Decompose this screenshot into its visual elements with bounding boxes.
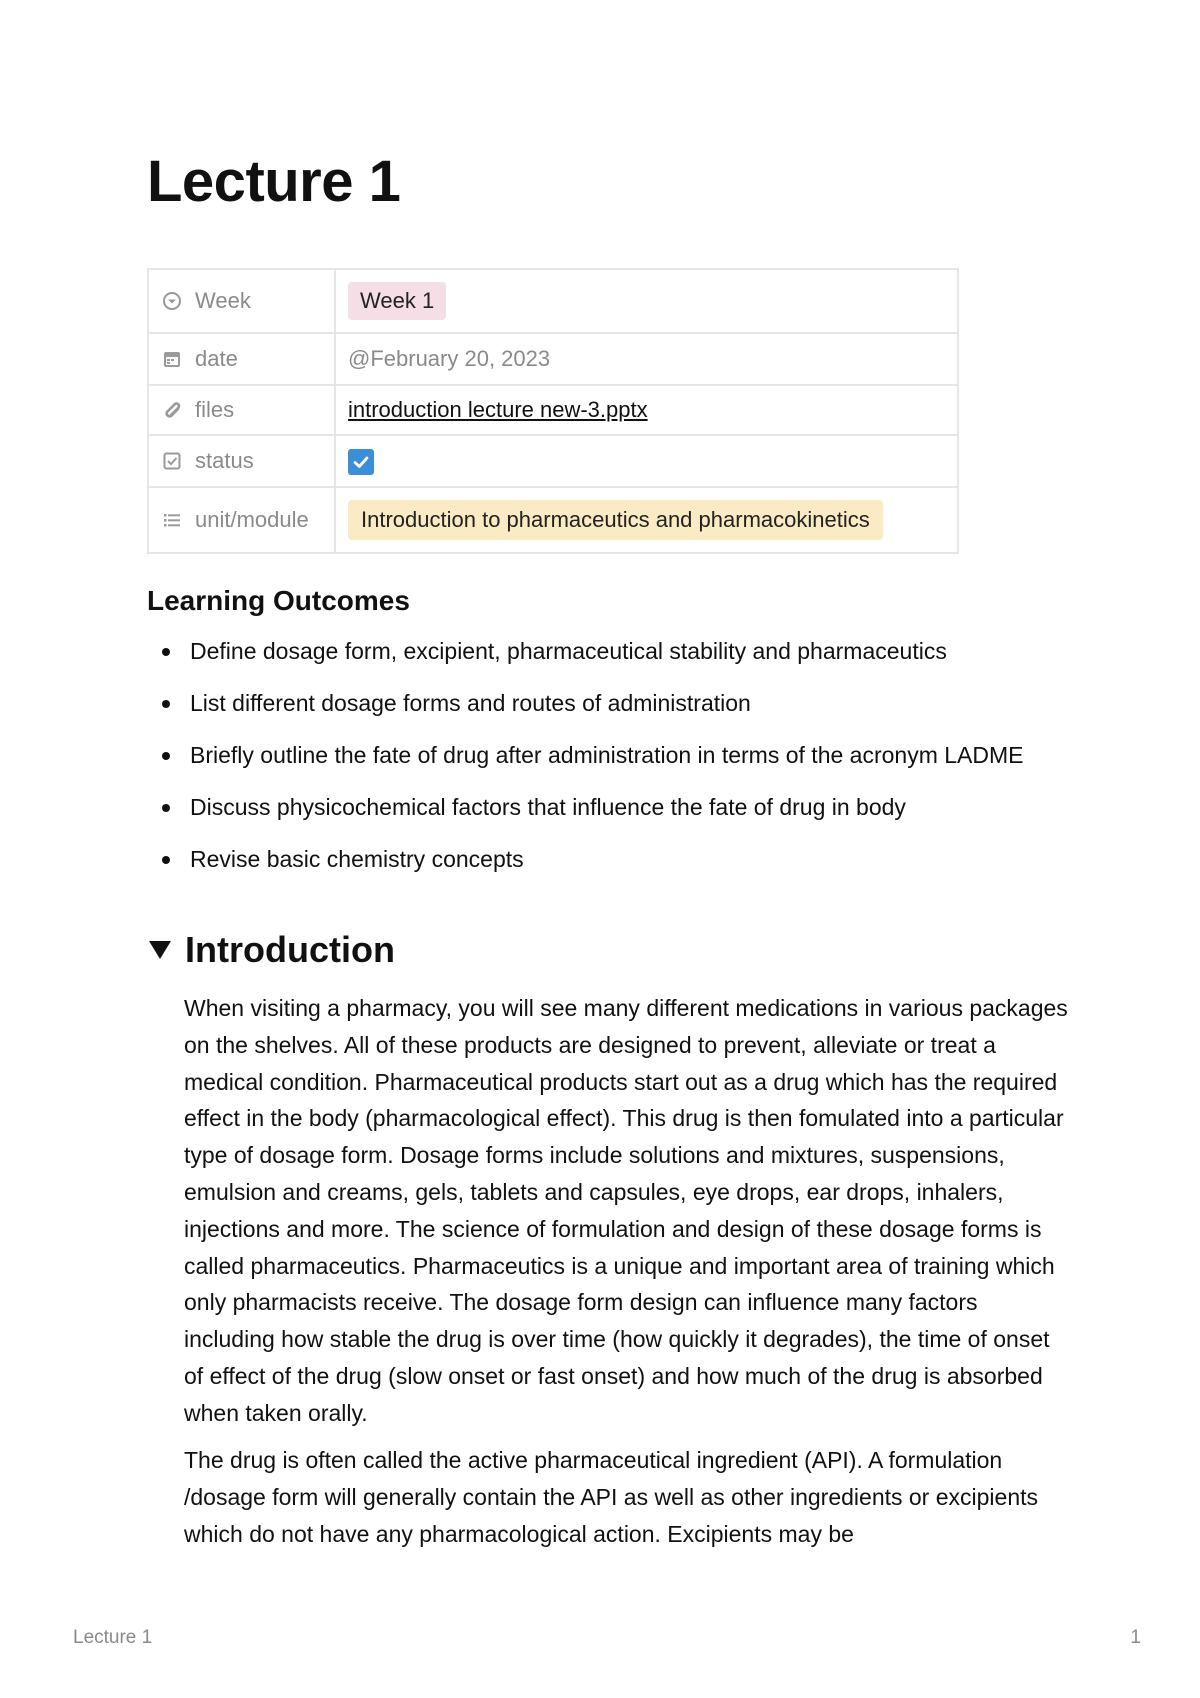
week-tag[interactable]: Week 1 <box>348 282 446 320</box>
paperclip-icon <box>161 399 183 421</box>
property-row-status <box>148 435 958 487</box>
status-checkbox[interactable] <box>348 449 374 475</box>
properties-table <box>147 268 959 554</box>
list-item: Revise basic chemistry concepts <box>147 841 1047 878</box>
property-label-unit: unit/module <box>195 507 309 532</box>
property-row-unit <box>148 487 958 553</box>
file-attachment-link[interactable]: introduction lecture new-3.pptx <box>348 397 648 422</box>
page-title: Lecture 1 <box>147 149 401 214</box>
date-value[interactable]: @February 20, 2023 <box>348 346 551 371</box>
property-label-status: status <box>195 448 254 473</box>
property-label-date: date <box>195 346 238 371</box>
calendar-icon <box>161 348 183 370</box>
unit-tag[interactable]: Introduction to pharmaceutics and pharmacokinetics <box>348 500 883 540</box>
property-row-files <box>148 385 958 435</box>
property-row-date <box>148 333 958 385</box>
page-number: 1 <box>1130 1627 1141 1648</box>
introduction-toggle[interactable] <box>147 928 395 972</box>
introduction-heading: Introduction <box>185 929 395 970</box>
list-item: Briefly outline the fate of drug after administration in terms of the acronym LADME <box>147 737 1047 774</box>
introduction-paragraph-2: The drug is often called the active pharmaceutical ingredient (API). A formulation /dosage form will generally contain the API as well as other ingredients or excipients which do not have any pharmacological action. Excipients may be <box>184 1447 1039 1547</box>
list-icon <box>161 509 183 531</box>
property-label-files: files <box>195 397 235 422</box>
check-icon <box>351 452 371 472</box>
learning-outcomes-heading: Learning Outcomes <box>147 585 410 616</box>
chevron-circle-icon <box>161 290 183 312</box>
footer-title: Lecture 1 <box>73 1627 153 1648</box>
introduction-paragraph-1: When visiting a pharmacy, you will see many different medications in various packages on the shelves. All of these products are designed to prevent, alleviate or treat a medical condition. Pharmaceutical products start out as a drug which has the required effect in the body (pharmacological effect). This drug is then fomulated into a particular type of dosage form. Dosage forms include solutions and mixtures, suspensions, emulsion and creams, gels, tablets and capsules, eye drops, ear drops, inhalers, injections and more. The science of formulation and design of these dosage forms is called pharmaceutics. Pharmaceutics is a unique and important area of training which only pharmacists receive. The dosage form design can influence many factors including how stable the drug is over time (how quickly it degrades), the time of onset of effect of the drug (slow onset or fast onset) and how much of the drug is absorbed when taken orally. <box>184 995 1068 1426</box>
property-label-week: Week <box>195 288 251 313</box>
list-item: Define dosage form, excipient, pharmaceutical stability and pharmaceutics <box>147 633 1047 670</box>
property-row-week <box>148 269 958 333</box>
list-item: List different dosage forms and routes of administration <box>147 685 1047 722</box>
list-item: Discuss physicochemical factors that influence the fate of drug in body <box>147 789 1047 826</box>
checkbox-icon <box>161 450 183 472</box>
triangle-down-icon[interactable] <box>147 937 173 963</box>
learning-outcomes-list <box>147 633 1047 893</box>
